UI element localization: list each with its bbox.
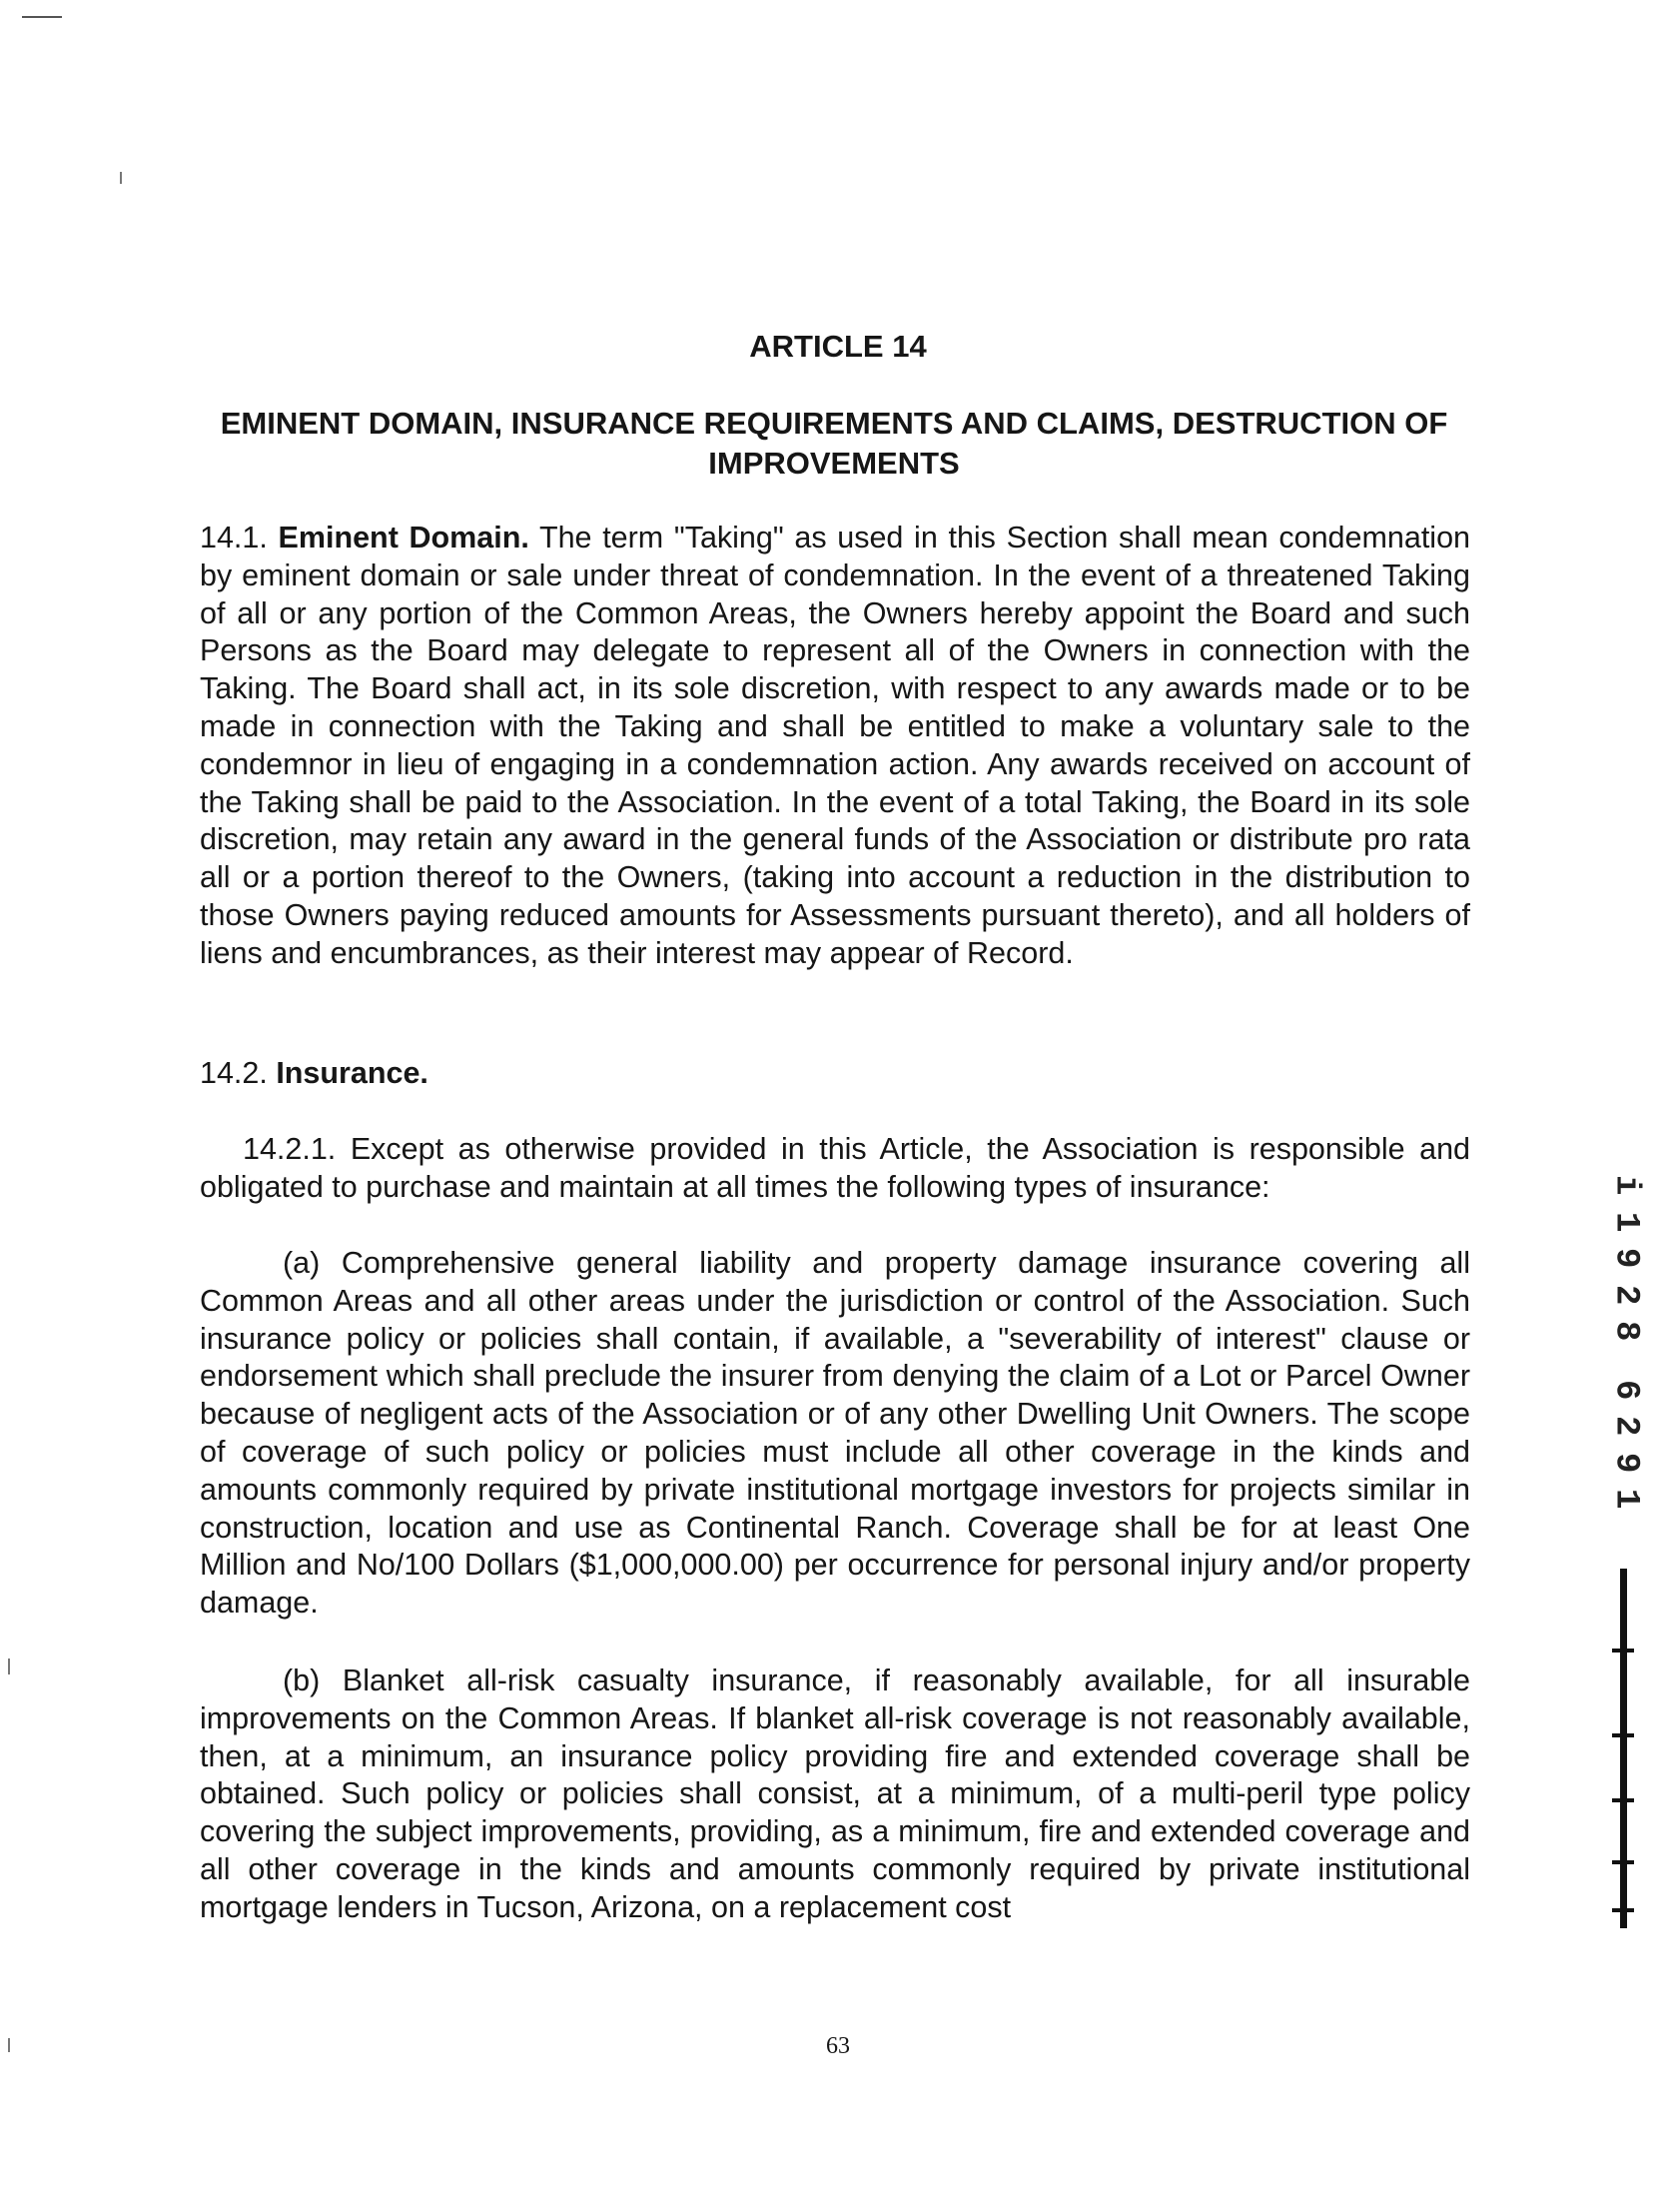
section-number: 14.1. xyxy=(200,521,268,554)
scan-artifact-mark xyxy=(120,172,122,184)
scan-artifact-line xyxy=(22,16,62,18)
stamp-char: 1 xyxy=(1606,1211,1645,1232)
binder-tick xyxy=(1612,1733,1634,1737)
binder-tick xyxy=(1612,1908,1634,1912)
item-body: Comprehensive general liability and property damage insurance covering all Common Areas and all other areas under the jurisdiction or control of the Association. Such insurance policy or policies shall contain, if available, a "severability of interest" clause or endorsement which shall preclude the insurer from denying the claim of a Lot or Parcel Owner because of negligent acts of the Association or of any other Dwelling Unit Owners. The scope of coverage of such policy or policies must include all other coverage in the kinds and amounts commonly required by private institutional mortgage investors for projects similar in construction, location and use as Continental Ranch. Coverage shall be for at least One Million and No/100 Dollars ($1,000,000.00) per occurrence for personal injury and/or property damage. xyxy=(200,1246,1470,1621)
binder-mark xyxy=(1620,1569,1627,1928)
section-body: The term "Taking" as used in this Section shall mean condemnation by eminent domain or sale under threat of condemnation. In the event of a threatened Taking of all or any portion of the Common Areas, the Owners hereby appoint the Board and such Persons as the Board may delegate to represent all of the Owners in connection with the Taking. The Board shall act, in its sole discretion, with respect to any awards made or to be made in connection with the Taking and shall be entitled to make a voluntary sale to the condemnor in lieu of engaging in a condemnation action. Any awards received on account of the Taking shall be paid to the Association. In the event of a total Taking, the Board in its sole discretion, may retain any award in the general funds of the Association or distribute pro rata all or a portion thereof to the Owners, (taking into account a reduction in the distribution to those Owners paying reduced amounts for Assessments pursuant thereto), and all holders of liens and encumbrances, as their interest may appear of Record. xyxy=(200,521,1470,970)
stamp-char: 9 xyxy=(1606,1452,1645,1473)
item-body: Blanket all-risk casualty insurance, if reasonably available, for all insurable improvements on the Common Areas. If blanket all-risk coverage is not reasonably available, then, at a minimum, an insurance policy providing fire and extended coverage shall be obtained. Such policy or policies shall consist, at a minimum, of a multi-peril type policy covering the subject improvements, providing, as a minimum, fire and extended coverage and all other coverage in the kinds and amounts commonly required by private institutional mortgage lenders in Tucson, Arizona, on a replacement cost xyxy=(200,1663,1470,1924)
section-number: 14.2.1. xyxy=(243,1132,337,1166)
page-number: 63 xyxy=(826,2033,850,2059)
section-14-2-1 xyxy=(200,1131,1470,1207)
stamp-char: 1 xyxy=(1606,1489,1645,1510)
stamp-char: 9 xyxy=(1606,1248,1645,1269)
section-14-2 xyxy=(200,1055,1470,1093)
item-label: (b) xyxy=(283,1663,321,1697)
section-body: Except as otherwise provided in this Article, the Association is responsible and obligated to purchase and maintain at all times the following types of insurance: xyxy=(200,1132,1471,1204)
article-title: ARTICLE 14 xyxy=(749,329,927,364)
section-number: 14.2. xyxy=(200,1056,268,1090)
stamp-char: 6 xyxy=(1606,1379,1645,1400)
stamp-char: i xyxy=(1606,1175,1645,1196)
item-label: (a) xyxy=(283,1246,321,1280)
article-subtitle: EMINENT DOMAIN, INSURANCE REQUIREMENTS AND CLAIMS, DESTRUCTION OF IMPROVEMENTS xyxy=(220,406,1448,481)
stamp-char: 8 xyxy=(1606,1321,1645,1342)
section-14-1 xyxy=(200,520,1470,973)
binder-tick xyxy=(1612,1798,1634,1802)
section-heading: Insurance. xyxy=(276,1056,428,1090)
insurance-item-b xyxy=(200,1662,1470,1927)
binder-tick xyxy=(1612,1649,1634,1653)
scan-artifact-mark xyxy=(8,1659,10,1674)
insurance-item-a xyxy=(200,1245,1470,1623)
section-heading: Eminent Domain. xyxy=(278,521,529,554)
binder-tick xyxy=(1612,1860,1634,1864)
recording-stamp xyxy=(1605,1167,1645,1518)
stamp-char: 2 xyxy=(1606,1284,1645,1305)
stamp-char: 2 xyxy=(1606,1416,1645,1437)
